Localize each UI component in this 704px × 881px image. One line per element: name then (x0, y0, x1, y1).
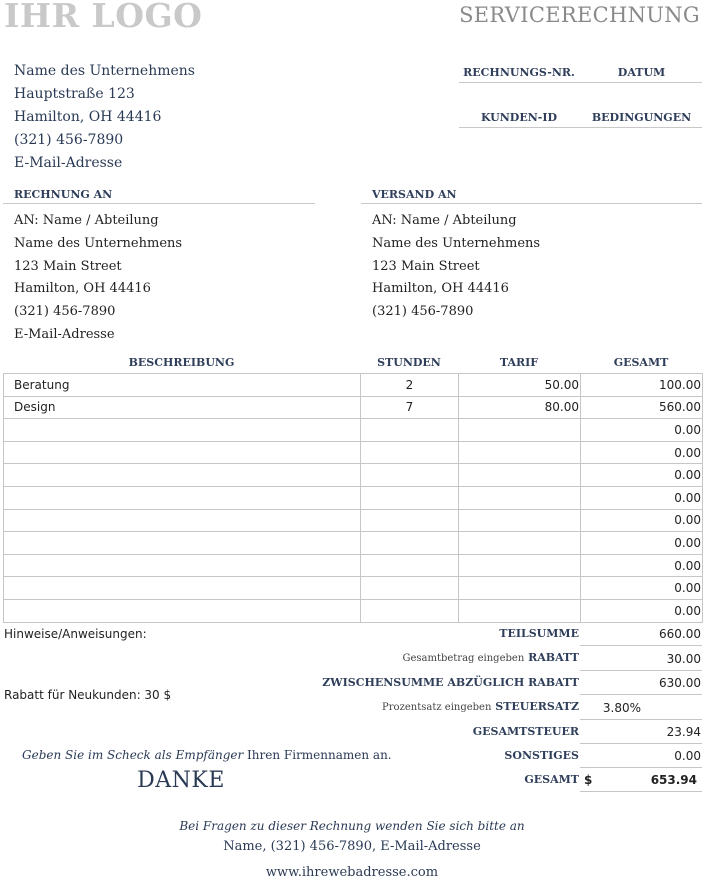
item-hours[interactable] (361, 441, 459, 464)
item-total[interactable]: 0.00 (581, 441, 703, 464)
ship-to-heading: VERSAND AN (372, 188, 457, 201)
item-rate[interactable] (459, 464, 581, 487)
item-description[interactable] (4, 464, 361, 487)
item-total[interactable]: 0.00 (581, 486, 703, 509)
item-description[interactable] (4, 532, 361, 555)
check-note-italic: Geben Sie im Scheck als Empfänger (22, 748, 244, 762)
table-row (4, 441, 703, 464)
table-row (4, 554, 703, 577)
bill-to-line: Hamilton, OH 44416 (14, 281, 151, 296)
other-value[interactable]: 0.00 (674, 749, 701, 763)
company-phone: (321) 456-7890 (14, 132, 124, 148)
col-header-hours: STUNDEN (377, 356, 441, 369)
item-description[interactable] (4, 509, 361, 532)
ship-to-line: Name des Unternehmens (372, 236, 541, 251)
item-rate[interactable] (459, 554, 581, 577)
summary-divider (580, 791, 702, 792)
item-hours[interactable] (361, 532, 459, 555)
item-total[interactable]: 0.00 (581, 464, 703, 487)
item-description[interactable] (4, 486, 361, 509)
check-note-rest: Ihren Firmennamen an. (243, 748, 392, 762)
meta-divider (459, 127, 702, 128)
item-rate[interactable]: 50.00 (459, 374, 581, 397)
bill-to-line: Name des Unternehmens (14, 236, 183, 251)
discount-note: Rabatt für Neukunden: 30 $ (4, 688, 172, 702)
summary-divider (580, 694, 702, 695)
bill-to-line: 123 Main Street (14, 259, 122, 274)
item-rate[interactable] (459, 532, 581, 555)
item-hours[interactable] (361, 486, 459, 509)
item-hours[interactable] (361, 554, 459, 577)
company-city: Hamilton, OH 44416 (14, 109, 162, 125)
item-rate[interactable] (459, 486, 581, 509)
table-row (4, 486, 703, 509)
terms-label: BEDINGUNGEN (591, 111, 692, 124)
subtotal-less-discount-value: 630.00 (659, 676, 701, 690)
taxrate-label: STEUERSATZ (495, 700, 579, 713)
taxrate-hint: Prozentsatz eingeben (382, 702, 492, 713)
table-row (4, 577, 703, 600)
other-label: SONSTIGES (504, 749, 579, 762)
total-tax-label: GESAMTSTEUER (472, 725, 579, 738)
company-email: E-Mail-Adresse (14, 155, 123, 171)
item-total[interactable]: 0.00 (581, 599, 703, 622)
item-rate[interactable] (459, 419, 581, 442)
discount-value[interactable]: 30.00 (666, 652, 701, 666)
col-header-rate: TARIF (499, 356, 539, 369)
table-row (4, 464, 703, 487)
customer-id-label: KUNDEN-ID (480, 111, 558, 124)
subtotal-label: TEILSUMME (499, 627, 579, 640)
col-header-description: BESCHREIBUNG (128, 356, 235, 369)
subtotal-value: 660.00 (659, 627, 701, 641)
ship-to-line: (321) 456-7890 (372, 304, 474, 319)
notes-heading: Hinweise/Anweisungen: (4, 627, 147, 641)
item-total[interactable]: 0.00 (581, 554, 703, 577)
item-total[interactable]: 560.00 (581, 396, 703, 419)
table-row (4, 419, 703, 442)
item-hours[interactable] (361, 577, 459, 600)
item-rate[interactable] (459, 509, 581, 532)
item-description[interactable] (4, 599, 361, 622)
bill-to-line: E-Mail-Adresse (14, 327, 115, 342)
table-row (4, 396, 703, 419)
summary-divider (580, 767, 702, 768)
check-payable-note (22, 748, 392, 762)
table-row (4, 374, 703, 397)
item-rate[interactable] (459, 577, 581, 600)
ship-to-line: 123 Main Street (372, 259, 480, 274)
bill-to-divider (3, 203, 315, 204)
meta-divider (459, 82, 702, 83)
ship-to-line: Hamilton, OH 44416 (372, 281, 509, 296)
footer-contact: Name, (321) 456-7890, E-Mail-Adresse (223, 839, 481, 854)
company-name: Name des Unternehmens (14, 63, 195, 79)
discount-hint: Gesamtbetrag eingeben (402, 653, 525, 664)
bill-to-line: (321) 456-7890 (14, 304, 116, 319)
date-label: DATUM (617, 66, 666, 79)
footer-website[interactable]: www.ihrewebadresse.com (265, 865, 439, 880)
line-items-table (3, 373, 703, 623)
item-hours[interactable] (361, 509, 459, 532)
thank-you-text: DANKE (137, 768, 225, 793)
item-hours[interactable] (361, 599, 459, 622)
company-street: Hauptstraße 123 (14, 86, 135, 102)
total-tax-value: 23.94 (666, 725, 701, 739)
item-description[interactable] (4, 419, 361, 442)
item-rate[interactable]: 80.00 (459, 396, 581, 419)
ship-to-divider (361, 203, 702, 204)
bill-to-line: AN: Name / Abteilung (14, 213, 159, 228)
discount-label: RABATT (528, 651, 579, 664)
item-total[interactable]: 0.00 (581, 419, 703, 442)
grand-total-label: GESAMT (524, 773, 579, 786)
item-total[interactable]: 0.00 (581, 532, 703, 555)
invoice-number-label: RECHNUNGS-NR. (463, 66, 575, 79)
subtotal-less-discount-label: ZWISCHENSUMME ABZÜGLICH RABATT (322, 676, 579, 689)
taxrate-label-row (360, 700, 579, 713)
table-row (4, 509, 703, 532)
taxrate-value[interactable]: 3.80% (602, 701, 641, 715)
currency-symbol: $ (584, 773, 593, 787)
document-title: SERVICERECHNUNG (459, 3, 700, 27)
item-total[interactable]: 0.00 (581, 577, 703, 600)
summary-divider (580, 719, 702, 720)
summary-divider (580, 743, 702, 744)
item-description[interactable]: Design (4, 396, 361, 419)
col-header-total: GESAMT (613, 356, 669, 369)
item-description[interactable] (4, 577, 361, 600)
discount-label-row (360, 651, 579, 664)
item-description[interactable] (4, 441, 361, 464)
table-row (4, 532, 703, 555)
bill-to-heading: RECHNUNG AN (14, 188, 113, 201)
item-description[interactable]: Beratung (4, 374, 361, 397)
item-total[interactable]: 0.00 (581, 509, 703, 532)
grand-total-value: 653.94 (650, 773, 697, 787)
summary-divider (580, 670, 702, 671)
item-rate[interactable] (459, 441, 581, 464)
logo-placeholder: IHR LOGO (4, 0, 203, 35)
table-row (4, 599, 703, 622)
item-description[interactable] (4, 554, 361, 577)
item-hours[interactable]: 7 (361, 396, 459, 419)
item-total[interactable]: 100.00 (581, 374, 703, 397)
item-hours[interactable] (361, 419, 459, 442)
item-hours[interactable]: 2 (361, 374, 459, 397)
item-rate[interactable] (459, 599, 581, 622)
ship-to-line: AN: Name / Abteilung (372, 213, 517, 228)
item-hours[interactable] (361, 464, 459, 487)
footer-question: Bei Fragen zu dieser Rechnung wenden Sie sich bitte an (179, 819, 525, 833)
summary-divider (580, 645, 702, 646)
